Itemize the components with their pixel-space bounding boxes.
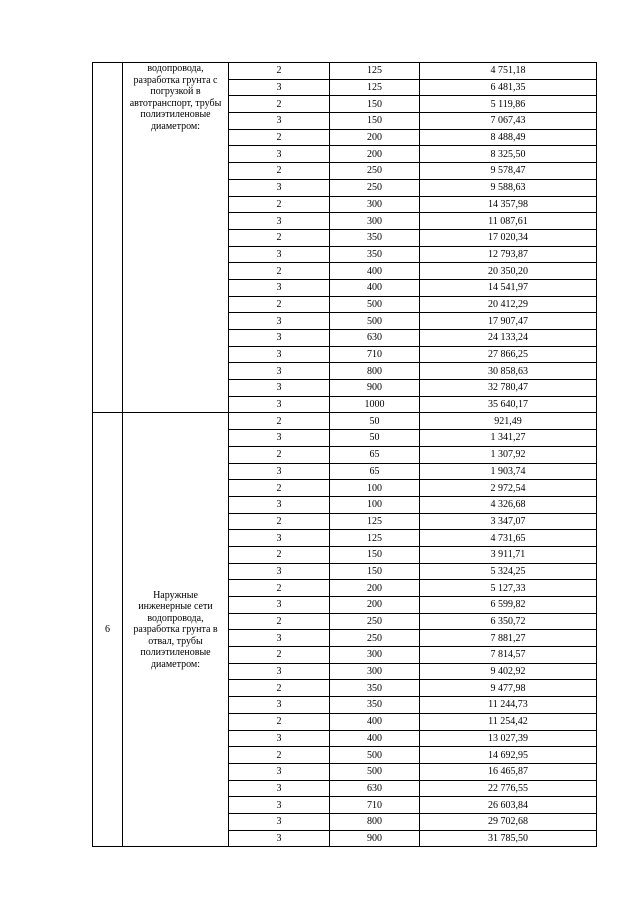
diameter-cell: 900: [330, 380, 420, 397]
diameter-cell: 800: [330, 813, 420, 830]
price-cell: 32 780,47: [420, 380, 597, 397]
category-cell: 3: [229, 463, 330, 480]
price-cell: 4 731,65: [420, 530, 597, 547]
diameter-cell: 630: [330, 780, 420, 797]
price-cell: 1 341,27: [420, 430, 597, 447]
category-cell: 2: [229, 480, 330, 497]
category-cell: 3: [229, 430, 330, 447]
price-cell: 35 640,17: [420, 396, 597, 413]
category-cell: 2: [229, 196, 330, 213]
price-cell: 921,49: [420, 413, 597, 430]
price-cell: 29 702,68: [420, 813, 597, 830]
category-cell: 3: [229, 663, 330, 680]
diameter-cell: 150: [330, 113, 420, 130]
price-cell: 9 402,92: [420, 663, 597, 680]
diameter-cell: 200: [330, 580, 420, 597]
category-cell: 2: [229, 446, 330, 463]
diameter-cell: 500: [330, 313, 420, 330]
category-cell: 2: [229, 680, 330, 697]
category-cell: 3: [229, 630, 330, 647]
diameter-cell: 500: [330, 296, 420, 313]
price-cell: 5 324,25: [420, 563, 597, 580]
price-cell: 17 020,34: [420, 229, 597, 246]
price-cell: 7 881,27: [420, 630, 597, 647]
row-number: [93, 63, 123, 413]
diameter-cell: 250: [330, 630, 420, 647]
price-cell: 4 751,18: [420, 63, 597, 80]
category-cell: 3: [229, 730, 330, 747]
category-cell: 2: [229, 747, 330, 764]
category-cell: 2: [229, 613, 330, 630]
price-cell: 8 488,49: [420, 129, 597, 146]
category-cell: 3: [229, 496, 330, 513]
category-cell: 2: [229, 647, 330, 664]
category-cell: 3: [229, 213, 330, 230]
category-cell: 3: [229, 79, 330, 96]
category-cell: 3: [229, 396, 330, 413]
category-cell: 2: [229, 296, 330, 313]
diameter-cell: 125: [330, 530, 420, 547]
diameter-cell: 125: [330, 63, 420, 80]
diameter-cell: 630: [330, 330, 420, 347]
diameter-cell: 250: [330, 163, 420, 180]
diameter-cell: 50: [330, 413, 420, 430]
price-cell: 17 907,47: [420, 313, 597, 330]
category-cell: 3: [229, 797, 330, 814]
diameter-cell: 150: [330, 563, 420, 580]
diameter-cell: 300: [330, 663, 420, 680]
price-cell: 14 357,98: [420, 196, 597, 213]
category-cell: 3: [229, 346, 330, 363]
category-cell: 3: [229, 313, 330, 330]
work-description: водопровода, разработка грунта с погрузкой в автотранспорт, трубы полиэтиленовые диаметром:: [123, 63, 229, 413]
price-cell: 2 972,54: [420, 480, 597, 497]
diameter-cell: 125: [330, 79, 420, 96]
price-cell: 7 067,43: [420, 113, 597, 130]
price-table: [92, 62, 597, 847]
category-cell: 3: [229, 380, 330, 397]
diameter-cell: 300: [330, 647, 420, 664]
diameter-cell: 250: [330, 179, 420, 196]
price-cell: 20 412,29: [420, 296, 597, 313]
price-cell: 7 814,57: [420, 647, 597, 664]
diameter-cell: 125: [330, 513, 420, 530]
diameter-cell: 200: [330, 146, 420, 163]
diameter-cell: 250: [330, 613, 420, 630]
price-cell: 3 347,07: [420, 513, 597, 530]
price-cell: 26 603,84: [420, 797, 597, 814]
diameter-cell: 1000: [330, 396, 420, 413]
diameter-cell: 300: [330, 196, 420, 213]
category-cell: 2: [229, 713, 330, 730]
price-cell: 11 254,42: [420, 713, 597, 730]
category-cell: 2: [229, 263, 330, 280]
category-cell: 3: [229, 146, 330, 163]
price-cell: 24 133,24: [420, 330, 597, 347]
diameter-cell: 350: [330, 697, 420, 714]
price-cell: 8 325,50: [420, 146, 597, 163]
category-cell: 3: [229, 780, 330, 797]
category-cell: 3: [229, 279, 330, 296]
category-cell: 2: [229, 580, 330, 597]
diameter-cell: 100: [330, 496, 420, 513]
category-cell: 3: [229, 530, 330, 547]
diameter-cell: 400: [330, 713, 420, 730]
category-cell: 2: [229, 96, 330, 113]
price-cell: 16 465,87: [420, 763, 597, 780]
diameter-cell: 200: [330, 597, 420, 614]
price-cell: 5 127,33: [420, 580, 597, 597]
diameter-cell: 200: [330, 129, 420, 146]
price-cell: 12 793,87: [420, 246, 597, 263]
category-cell: 3: [229, 563, 330, 580]
category-cell: 2: [229, 129, 330, 146]
category-cell: 3: [229, 830, 330, 847]
price-cell: 1 307,92: [420, 446, 597, 463]
price-cell: 6 599,82: [420, 597, 597, 614]
diameter-cell: 300: [330, 213, 420, 230]
diameter-cell: 500: [330, 763, 420, 780]
diameter-cell: 100: [330, 480, 420, 497]
diameter-cell: 350: [330, 246, 420, 263]
diameter-cell: 65: [330, 463, 420, 480]
diameter-cell: 710: [330, 797, 420, 814]
price-table-body: [93, 63, 597, 847]
diameter-cell: 400: [330, 279, 420, 296]
category-cell: 3: [229, 113, 330, 130]
diameter-cell: 150: [330, 96, 420, 113]
price-cell: 11 244,73: [420, 697, 597, 714]
diameter-cell: 50: [330, 430, 420, 447]
diameter-cell: 350: [330, 680, 420, 697]
category-cell: 2: [229, 229, 330, 246]
category-cell: 2: [229, 63, 330, 80]
price-cell: 27 866,25: [420, 346, 597, 363]
price-cell: 1 903,74: [420, 463, 597, 480]
price-cell: 20 350,20: [420, 263, 597, 280]
category-cell: 2: [229, 163, 330, 180]
table-row: [93, 413, 597, 430]
diameter-cell: 500: [330, 747, 420, 764]
price-cell: 30 858,63: [420, 363, 597, 380]
table-row: [93, 63, 597, 80]
category-cell: 3: [229, 179, 330, 196]
price-cell: 22 776,55: [420, 780, 597, 797]
price-cell: 13 027,39: [420, 730, 597, 747]
category-cell: 2: [229, 413, 330, 430]
diameter-cell: 400: [330, 730, 420, 747]
category-cell: 3: [229, 597, 330, 614]
price-cell: 9 588,63: [420, 179, 597, 196]
category-cell: 2: [229, 546, 330, 563]
price-cell: 6 350,72: [420, 613, 597, 630]
category-cell: 3: [229, 763, 330, 780]
diameter-cell: 900: [330, 830, 420, 847]
work-description: Наружные инженерные сети водопровода, разработка грунта в отвал, трубы полиэтиленовые диаметром:: [123, 413, 229, 847]
price-cell: 9 477,98: [420, 680, 597, 697]
diameter-cell: 65: [330, 446, 420, 463]
category-cell: 3: [229, 697, 330, 714]
row-number: 6: [93, 413, 123, 847]
category-cell: 3: [229, 330, 330, 347]
diameter-cell: 150: [330, 546, 420, 563]
diameter-cell: 800: [330, 363, 420, 380]
price-cell: 11 087,61: [420, 213, 597, 230]
category-cell: 3: [229, 363, 330, 380]
diameter-cell: 400: [330, 263, 420, 280]
price-cell: 31 785,50: [420, 830, 597, 847]
price-cell: 4 326,68: [420, 496, 597, 513]
price-cell: 14 692,95: [420, 747, 597, 764]
diameter-cell: 710: [330, 346, 420, 363]
price-cell: 6 481,35: [420, 79, 597, 96]
category-cell: 2: [229, 513, 330, 530]
price-cell: 9 578,47: [420, 163, 597, 180]
price-cell: 14 541,97: [420, 279, 597, 296]
diameter-cell: 350: [330, 229, 420, 246]
price-cell: 5 119,86: [420, 96, 597, 113]
category-cell: 3: [229, 246, 330, 263]
price-cell: 3 911,71: [420, 546, 597, 563]
category-cell: 3: [229, 813, 330, 830]
